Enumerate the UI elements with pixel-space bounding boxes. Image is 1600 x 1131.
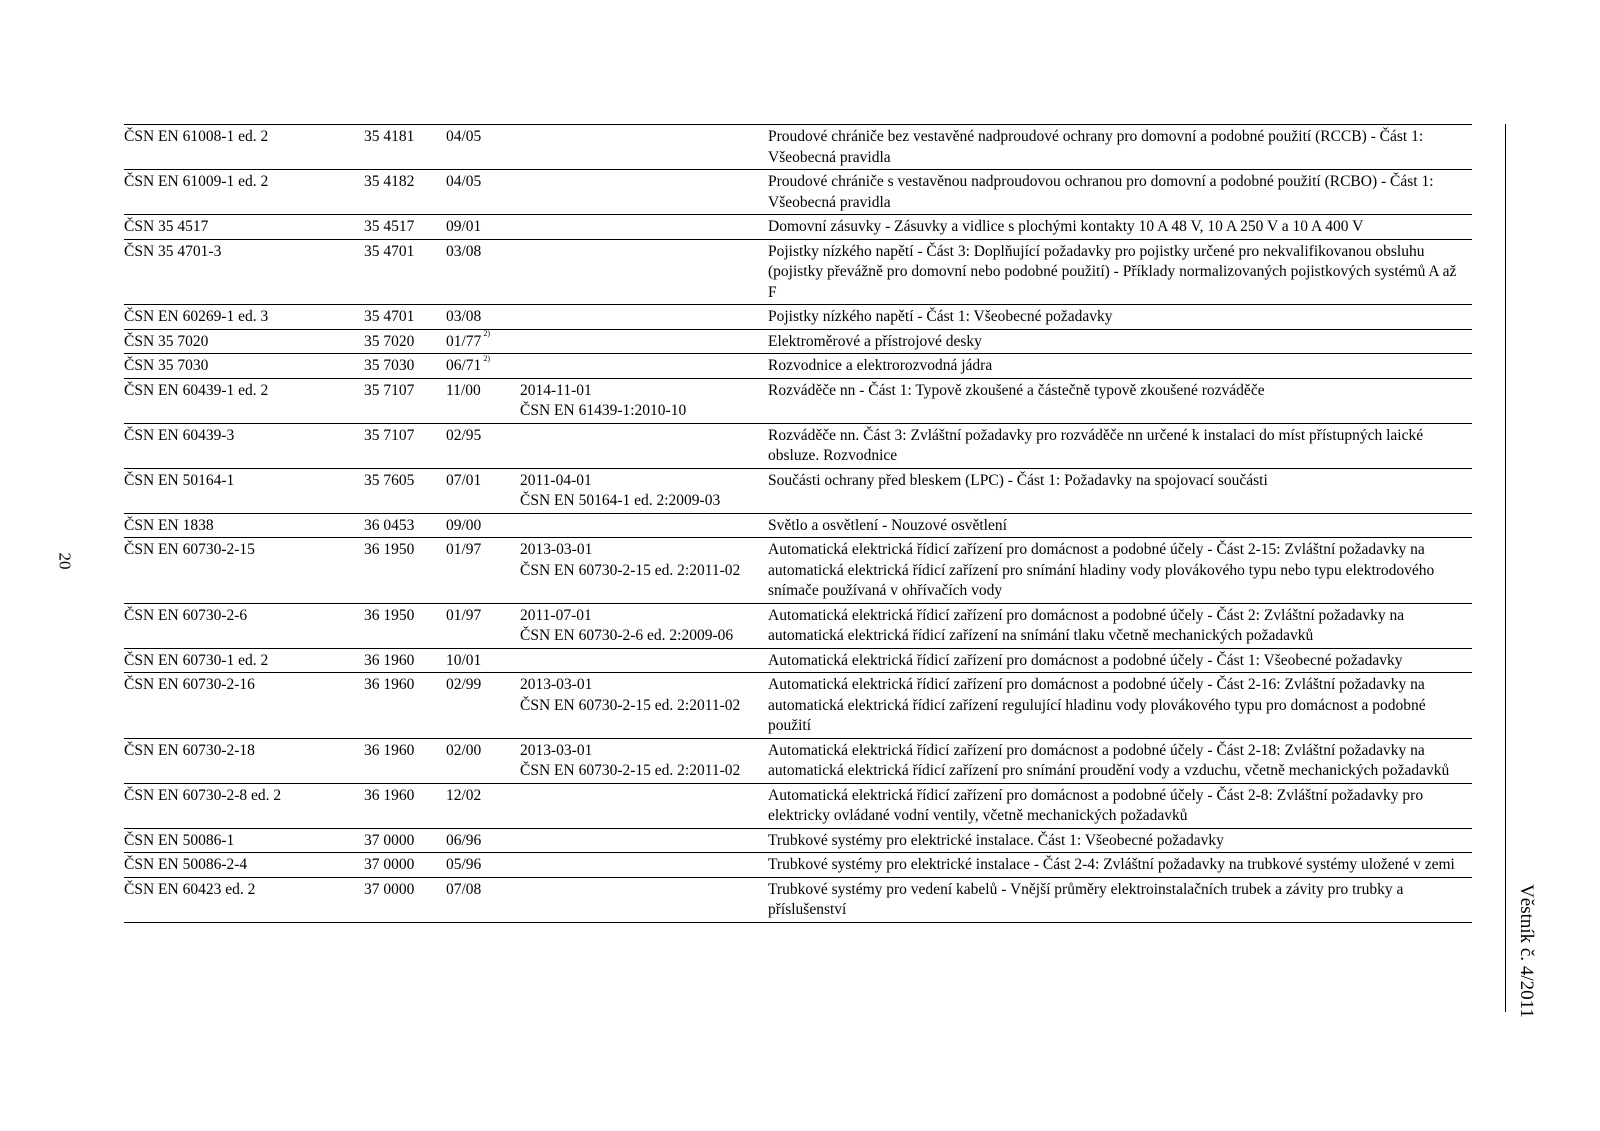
table-row xyxy=(124,215,1472,240)
cell-replacement xyxy=(520,378,768,423)
standard-title: Pojistky nízkého napětí - Část 1: Všeobecné požadavky xyxy=(768,308,1113,325)
page-number: 20 xyxy=(55,552,75,570)
class-number: 36 1960 xyxy=(364,786,415,804)
cell-class xyxy=(364,603,446,648)
class-number: 36 1950 xyxy=(364,541,415,558)
standard-title: Rozvodnice a elektrorozvodná jádra xyxy=(768,357,993,374)
class-number: 35 7605 xyxy=(364,471,415,489)
cell-standard xyxy=(124,648,364,673)
cell-replacement xyxy=(520,423,768,468)
issue-date: 04/05 xyxy=(446,128,482,145)
replaced-by: ČSN EN 61439-1:2010-10 xyxy=(520,402,687,419)
cell-replacement xyxy=(520,673,768,739)
cell-class xyxy=(364,354,446,379)
cell-title xyxy=(768,239,1472,305)
withdraw-date: 2013-03-01 xyxy=(520,676,593,693)
footnote-marker: 2) xyxy=(483,329,490,339)
standard-title: Trubkové systémy pro vedení kabelů - Vnější průměry elektroinstalačních trubek a závity pro trubky a příslušenství xyxy=(768,880,1404,918)
standard-code: ČSN EN 60730-2-18 xyxy=(124,741,255,759)
cell-replacement xyxy=(520,828,768,853)
standard-title: Trubkové systémy pro elektrické instalace. Část 1: Všeobecné požadavky xyxy=(768,831,1224,849)
issue-date: 01/77 xyxy=(446,332,482,350)
cell-title xyxy=(768,603,1472,648)
cell-issued xyxy=(446,648,520,673)
standard-title: Proudové chrániče s vestavěnou nadproudovou ochranou pro domovní a podobné použití (RCBO) - Část 1: Všeobecná pravidla xyxy=(768,173,1434,211)
class-number: 36 1960 xyxy=(364,651,415,669)
cell-issued xyxy=(446,877,520,922)
cell-title xyxy=(768,828,1472,853)
issue-date: 09/00 xyxy=(446,516,482,534)
issue-date: 12/02 xyxy=(446,786,482,804)
withdraw-date: 2013-03-01 xyxy=(520,541,593,558)
cell-class xyxy=(364,378,446,423)
standard-code: ČSN 35 4517 xyxy=(124,218,209,235)
issue-date: 01/97 xyxy=(446,606,482,624)
cell-class xyxy=(364,738,446,783)
cell-standard xyxy=(124,125,364,170)
class-number: 35 7107 xyxy=(364,381,415,399)
cell-class xyxy=(364,468,446,513)
journal-title: Věstník č. 4/2011 xyxy=(1516,884,1537,1018)
cell-class xyxy=(364,513,446,538)
cell-class xyxy=(364,783,446,828)
replaced-by: ČSN EN 60730-2-15 ed. 2:2011-02 xyxy=(520,561,741,579)
cell-replacement xyxy=(520,215,768,240)
standard-code: ČSN EN 60439-3 xyxy=(124,426,235,444)
standard-title: Proudové chrániče bez vestavěné nadproudové ochrany pro domovní a podobné použití (RCCB) - Část 1: Všeobecná pravidla xyxy=(768,128,1424,166)
cell-title xyxy=(768,329,1472,354)
standard-title: Automatická elektrická řídicí zařízení pro domácnost a podobné účely - Část 2-18: Zvláštní požadavky na automatická elektrická řídicí zařízení pro snímání proudění vody a vzduchu, včetně mechanických požadavků xyxy=(768,741,1450,779)
cell-class xyxy=(364,239,446,305)
cell-issued xyxy=(446,603,520,648)
cell-replacement xyxy=(520,468,768,513)
cell-class xyxy=(364,125,446,170)
cell-class xyxy=(364,329,446,354)
standard-code: ČSN EN 60269-1 ed. 3 xyxy=(124,308,269,325)
table-row xyxy=(124,170,1472,215)
standard-code: ČSN EN 50164-1 xyxy=(124,471,235,489)
cell-issued xyxy=(446,378,520,423)
table-row xyxy=(124,783,1472,828)
class-number: 35 4701 xyxy=(364,308,415,325)
table-row xyxy=(124,378,1472,423)
cell-title xyxy=(768,170,1472,215)
withdraw-date: 2014-11-01 xyxy=(520,381,592,399)
cell-replacement xyxy=(520,538,768,604)
cell-title xyxy=(768,305,1472,330)
margin-rule xyxy=(1505,124,1506,1012)
cell-issued xyxy=(446,239,520,305)
cell-class xyxy=(364,215,446,240)
cell-standard xyxy=(124,354,364,379)
class-number: 35 4182 xyxy=(364,173,415,190)
cell-title xyxy=(768,673,1472,739)
cell-issued xyxy=(446,329,520,354)
cell-title xyxy=(768,538,1472,604)
table-row xyxy=(124,673,1472,739)
issue-date: 06/71 xyxy=(446,357,482,374)
class-number: 35 4701 xyxy=(364,242,415,260)
cell-class xyxy=(364,828,446,853)
cell-title xyxy=(768,354,1472,379)
cell-standard xyxy=(124,673,364,739)
table-row xyxy=(124,538,1472,604)
standard-code: ČSN EN 61009-1 ed. 2 xyxy=(124,173,269,190)
cell-replacement xyxy=(520,170,768,215)
cell-class xyxy=(364,538,446,604)
cell-standard xyxy=(124,853,364,878)
cell-title xyxy=(768,783,1472,828)
cell-issued xyxy=(446,853,520,878)
cell-standard xyxy=(124,378,364,423)
standard-code: ČSN EN 60730-2-16 xyxy=(124,676,255,693)
class-number: 35 7030 xyxy=(364,357,415,374)
replaced-by: ČSN EN 60730-2-6 ed. 2:2009-06 xyxy=(520,627,734,644)
cell-title xyxy=(768,468,1472,513)
cell-replacement xyxy=(520,305,768,330)
class-number: 36 1960 xyxy=(364,741,415,759)
class-number: 36 1960 xyxy=(364,676,415,693)
standard-code: ČSN EN 1838 xyxy=(124,516,214,534)
cell-issued xyxy=(446,538,520,604)
cell-replacement xyxy=(520,125,768,170)
table-row xyxy=(124,468,1472,513)
cell-title xyxy=(768,513,1472,538)
cell-issued xyxy=(446,354,520,379)
issue-date: 09/01 xyxy=(446,218,482,235)
cell-title xyxy=(768,648,1472,673)
standard-title: Trubkové systémy pro elektrické instalace - Část 2-4: Zvláštní požadavky na trubkové systémy uložené v zemi xyxy=(768,856,1455,873)
table-row xyxy=(124,125,1472,170)
standards-table xyxy=(124,124,1472,923)
cell-standard xyxy=(124,877,364,922)
class-number: 37 0000 xyxy=(364,856,415,873)
standard-title: Automatická elektrická řídicí zařízení pro domácnost a podobné účely - Část 2-16: Zvláštní požadavky na automatická elektrická řídicí zařízení regulující hladinu vody plovákového typu pro domácnost a podobné použití xyxy=(768,676,1426,734)
cell-class xyxy=(364,853,446,878)
issue-date: 07/01 xyxy=(446,471,482,489)
cell-standard xyxy=(124,329,364,354)
cell-title xyxy=(768,853,1472,878)
issue-date: 03/08 xyxy=(446,242,482,260)
table-row xyxy=(124,603,1472,648)
cell-issued xyxy=(446,215,520,240)
standard-title: Automatická elektrická řídicí zařízení pro domácnost a podobné účely - Část 2-15: Zvláštní požadavky na automatická elektrická řídicí zařízení pro snímání hladiny vody plovákového typu nebo typu elektrodového snímače používaná v ohřívačích vody xyxy=(768,541,1435,599)
footnote-marker: 2) xyxy=(483,353,490,363)
class-number: 36 0453 xyxy=(364,516,415,534)
standard-title: Rozváděče nn. Část 3: Zvláštní požadavky pro rozváděče nn určené k instalaci do míst přístupných laické obsluze. Rozvodnice xyxy=(768,426,1424,464)
replaced-by: ČSN EN 60730-2-15 ed. 2:2011-02 xyxy=(520,762,741,779)
cell-issued xyxy=(446,423,520,468)
cell-class xyxy=(364,170,446,215)
class-number: 35 4517 xyxy=(364,218,415,235)
standard-title: Součásti ochrany před bleskem (LPC) - Část 1: Požadavky na spojovací součásti xyxy=(768,471,1268,489)
cell-issued xyxy=(446,170,520,215)
cell-class xyxy=(364,673,446,739)
issue-date: 07/08 xyxy=(446,880,482,898)
cell-class xyxy=(364,877,446,922)
standard-title: Světlo a osvětlení - Nouzové osvětlení xyxy=(768,516,1007,534)
cell-standard xyxy=(124,603,364,648)
table-row xyxy=(124,738,1472,783)
cell-replacement xyxy=(520,513,768,538)
table-row xyxy=(124,354,1472,379)
cell-issued xyxy=(446,828,520,853)
table-row xyxy=(124,828,1472,853)
issue-date: 04/05 xyxy=(446,173,482,190)
cell-replacement xyxy=(520,877,768,922)
class-number: 37 0000 xyxy=(364,880,415,898)
issue-date: 06/96 xyxy=(446,831,482,849)
standard-title: Pojistky nízkého napětí - Část 3: Doplňující požadavky pro pojistky určené pro nekvalifikovanou obsluhu (pojistky převážně pro domovní nebo podobné použití) - Příklady normalizovaných pojistkových systémů A až F xyxy=(768,242,1457,301)
cell-standard xyxy=(124,305,364,330)
class-number: 35 7107 xyxy=(364,426,415,444)
table-row xyxy=(124,853,1472,878)
cell-standard xyxy=(124,239,364,305)
issue-date: 02/95 xyxy=(446,426,482,444)
cell-standard xyxy=(124,828,364,853)
standard-title: Elektroměrové a přístrojové desky xyxy=(768,332,982,350)
cell-standard xyxy=(124,423,364,468)
table-row xyxy=(124,305,1472,330)
class-number: 35 4181 xyxy=(364,128,415,145)
table-row xyxy=(124,329,1472,354)
standards-table-body xyxy=(124,125,1472,923)
standard-code: ČSN EN 50086-1 xyxy=(124,831,235,849)
cell-class xyxy=(364,648,446,673)
cell-title xyxy=(768,738,1472,783)
cell-issued xyxy=(446,673,520,739)
cell-replacement xyxy=(520,853,768,878)
withdraw-date: 2011-04-01 xyxy=(520,471,592,489)
standard-code: ČSN EN 61008-1 ed. 2 xyxy=(124,128,269,145)
standard-title: Rozváděče nn - Část 1: Typově zkoušené a částečně typově zkoušené rozváděče xyxy=(768,381,1265,399)
cell-standard xyxy=(124,468,364,513)
issue-date: 02/99 xyxy=(446,676,482,693)
replaced-by: ČSN EN 60730-2-15 ed. 2:2011-02 xyxy=(520,696,741,714)
cell-replacement xyxy=(520,239,768,305)
withdraw-date: 2011-07-01 xyxy=(520,606,592,624)
cell-title xyxy=(768,877,1472,922)
table-row xyxy=(124,423,1472,468)
cell-issued xyxy=(446,783,520,828)
standard-code: ČSN 35 7020 xyxy=(124,332,209,350)
cell-standard xyxy=(124,783,364,828)
cell-title xyxy=(768,215,1472,240)
cell-standard xyxy=(124,513,364,538)
issue-date: 11/00 xyxy=(446,381,481,399)
cell-title xyxy=(768,125,1472,170)
cell-replacement xyxy=(520,648,768,673)
standard-code: ČSN EN 60730-1 ed. 2 xyxy=(124,651,269,669)
table-row xyxy=(124,648,1472,673)
cell-issued xyxy=(446,305,520,330)
standard-code: ČSN EN 60730-2-8 ed. 2 xyxy=(124,786,282,804)
cell-standard xyxy=(124,538,364,604)
cell-issued xyxy=(446,468,520,513)
cell-class xyxy=(364,305,446,330)
cell-replacement xyxy=(520,354,768,379)
withdraw-date: 2013-03-01 xyxy=(520,741,593,759)
cell-issued xyxy=(446,738,520,783)
cell-title xyxy=(768,423,1472,468)
standard-title: Automatická elektrická řídicí zařízení pro domácnost a podobné účely - Část 1: Všeobecné požadavky xyxy=(768,651,1403,669)
standard-code: ČSN 35 7030 xyxy=(124,357,209,374)
cell-standard xyxy=(124,215,364,240)
class-number: 35 7020 xyxy=(364,332,415,350)
table-row xyxy=(124,513,1472,538)
cell-replacement xyxy=(520,603,768,648)
standard-title: Domovní zásuvky - Zásuvky a vidlice s plochými kontakty 10 A 48 V, 10 A 250 V a 10 A 400 V xyxy=(768,218,1364,235)
standard-code: ČSN EN 50086-2-4 xyxy=(124,856,248,873)
issue-date: 10/01 xyxy=(446,651,482,669)
cell-standard xyxy=(124,738,364,783)
standard-code: ČSN EN 60730-2-15 xyxy=(124,541,255,558)
standard-title: Automatická elektrická řídicí zařízení pro domácnost a podobné účely - Část 2-8: Zvláštní požadavky pro elektricky ovládané vodní ventily, včetně mechanických požadavků xyxy=(768,786,1424,824)
issue-date: 01/97 xyxy=(446,541,482,558)
standard-code: ČSN 35 4701-3 xyxy=(124,242,222,260)
issue-date: 05/96 xyxy=(446,856,482,873)
issue-date: 03/08 xyxy=(446,308,482,325)
cell-issued xyxy=(446,513,520,538)
class-number: 36 1950 xyxy=(364,606,415,624)
cell-replacement xyxy=(520,738,768,783)
table-row xyxy=(124,239,1472,305)
issue-date: 02/00 xyxy=(446,741,482,759)
standard-title: Automatická elektrická řídicí zařízení pro domácnost a podobné účely - Část 2: Zvláštní požadavky na automatická elektrická řídicí zařízení na snímání tlaku včetně mechanických požadavků xyxy=(768,606,1405,644)
table-row xyxy=(124,877,1472,922)
class-number: 37 0000 xyxy=(364,831,415,849)
cell-replacement xyxy=(520,783,768,828)
cell-class xyxy=(364,423,446,468)
cell-title xyxy=(768,378,1472,423)
standard-code: ČSN EN 60439-1 ed. 2 xyxy=(124,381,269,399)
cell-replacement xyxy=(520,329,768,354)
standard-code: ČSN EN 60730-2-6 xyxy=(124,606,248,624)
cell-standard xyxy=(124,170,364,215)
cell-issued xyxy=(446,125,520,170)
replaced-by: ČSN EN 50164-1 ed. 2:2009-03 xyxy=(520,492,721,509)
standard-code: ČSN EN 60423 ed. 2 xyxy=(124,880,256,898)
